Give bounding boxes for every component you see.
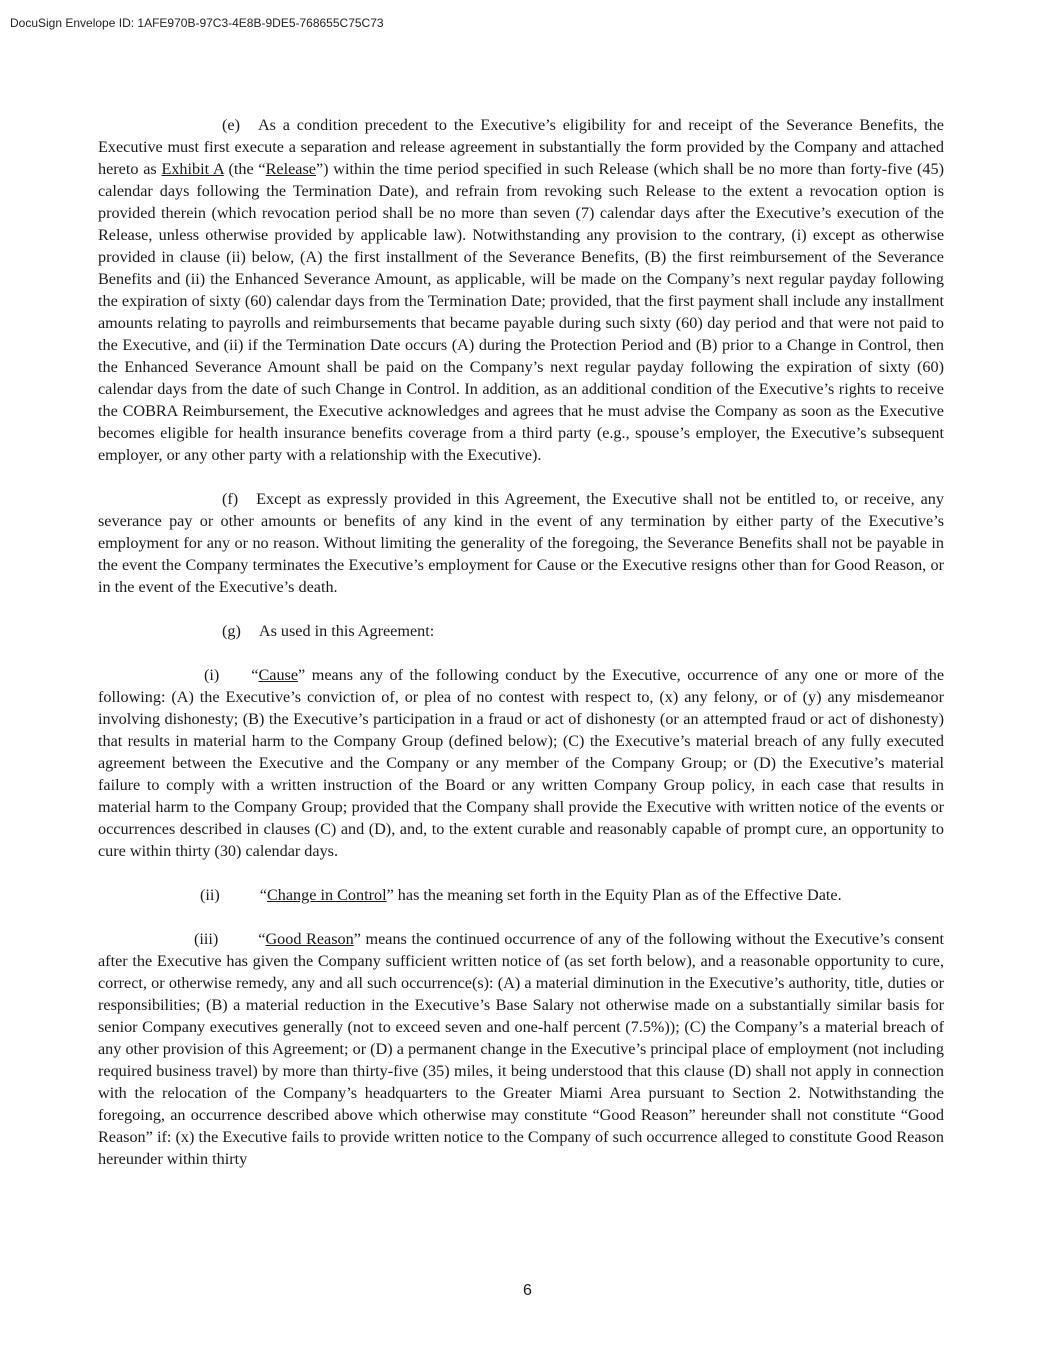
paragraph-text: ” has the meaning set forth in the Equity Plan as of the Effective Date. xyxy=(386,886,842,904)
paragraph-g xyxy=(98,620,944,642)
paragraph-text: As a condition precedent to the Executive’s eligibility for and receipt of the Severance Benefits, the Executive must first execute a separation and release agreement in substantially the form provided by the Company and attached hereto as xyxy=(98,116,944,178)
paragraph-ii-change-in-control xyxy=(98,884,944,906)
docusign-envelope-id: DocuSign Envelope ID: 1AFE970B-97C3-4E8B-9DE5-768655C75C73 xyxy=(10,16,384,30)
quote-open: “ xyxy=(258,930,266,948)
page-number: 6 xyxy=(523,1282,532,1299)
paragraph-text: ” means the continued occurrence of any of the following without the Executive’s consent after the Executive has given the Company sufficient written notice of (as set forth below), and a reasonable opportunity to cure, correct, or otherwise remedy, any and all such occurrence(s): (A) a material diminution in the Executive’s authority, title, duties or responsibilities; (B) a material reduction in the Executive’s Base Salary not otherwise made on a substantially similar basis for senior Company executives generally (not to exceed seven and one-half percent (7.5%)); (C) the Company’s a material breach of any other provision of this Agreement; or (D) a permanent change in the Executive’s principal place of employment (not including required business travel) by more than thirty-five (35) miles, it being understood that this clause (D) shall not apply in connection with the relocation of the Company’s headquarters to the Greater Miami Area pursuant to Section 2. Notwithstanding the foregoing, an occurrence described above which otherwise may constitute “Good Reason” hereunder shall not constitute “Good Reason” if: (x) the Executive fails to provide written notice to the Company of such occurrence alleged to constitute Good Reason hereunder within thirty xyxy=(98,930,944,1168)
paragraph-iii-good-reason xyxy=(98,928,944,1170)
paragraph-text: (the “ xyxy=(223,160,266,178)
defined-term-exhibit-a: Exhibit A xyxy=(161,160,224,178)
paragraph-text: ”) within the time period specified in such Release (which shall be no more than forty-five (45) calendar days following the Termination Date), and refrain from revoking such Release to the extent a revocation option is provided therein (which revocation period shall be no more than seven (7) calendar days after the Executive’s execution of the Release, unless otherwise provided by applicable law). Notwithstanding any provision to the contrary, (i) except as otherwise provided in clause (ii) below, (A) the first installment of the Severance Benefits, (B) the first reimbursement of the Severance Benefits and (ii) the Enhanced Severance Amount, as applicable, will be made on the Company’s next regular payday following the expiration of sixty (60) calendar days from the Termination Date; provided, that the first payment shall include any installment amounts relating to payrolls and reimbursements that became payable during such sixty (60) day period and that were not paid to the Executive, and (ii) if the Termination Date occurs (A) during the Protection Period and (B) prior to a Change in Control, then the Enhanced Severance Amount shall be paid on the Company’s next regular payday following the expiration of sixty (60) calendar days from the date of such Change in Control. In addition, as an additional condition of the Executive’s rights to receive the COBRA Reimbursement, the Executive acknowledges and agrees that he must advise the Company as soon as the Executive becomes eligible for health insurance benefits coverage from a third party (e.g., spouse’s employer, the Executive’s subsequent employer, or any other party with a relationship with the Executive). xyxy=(98,160,944,464)
paragraph-i-cause xyxy=(98,664,944,862)
paragraph-e xyxy=(98,114,944,466)
defined-term-good-reason: Good Reason xyxy=(265,930,354,948)
paragraph-label: (e) xyxy=(222,116,240,134)
paragraph-text: ” means any of the following conduct by the Executive, occurrence of any one or more of the following: (A) the Executive’s conviction of, or plea of no contest with respect to, (x) any felony, or of (y) any misdemeanor involving dishonesty; (B) the Executive’s participation in a fraud or act of dishonesty (or an attempted fraud or act of dishonesty) that results in material harm to the Company Group (defined below); (C) the Executive’s material breach of any fully executed agreement between the Executive and the Company or any member of the Company Group; or (D) the Executive’s material failure to comply with a written instruction of the Board or any written Company Group policy, in each case that results in material harm to the Company Group; provided that the Company shall provide the Executive with written notice of the events or occurrences described in clauses (C) and (D), and, to the extent curable and reasonably capable of prompt cure, an opportunity to cure within thirty (30) calendar days. xyxy=(98,666,944,860)
quote-open: “ xyxy=(251,666,259,684)
paragraph-f xyxy=(98,488,944,598)
quote-open: “ xyxy=(259,886,267,904)
defined-term-change-in-control: Change in Control xyxy=(266,886,387,904)
paragraph-label: (ii) xyxy=(200,886,220,904)
document-body xyxy=(98,114,944,1192)
paragraph-label: (f) xyxy=(222,490,239,508)
paragraph-text: Except as expressly provided in this Agreement, the Executive shall not be entitled to, or receive, any severance pay or other amounts or benefits of any kind in the event of any termination by either party of the Executive’s employment for any or no reason. Without limiting the generality of the foregoing, the Severance Benefits shall not be payable in the event the Company terminates the Executive’s employment for Cause or the Executive resigns other than for Good Reason, or in the event of the Executive’s death. xyxy=(98,490,944,596)
paragraph-label: (i) xyxy=(204,666,220,684)
paragraph-label: (g) xyxy=(222,622,241,640)
defined-term-cause: Cause xyxy=(258,666,299,684)
paragraph-text: As used in this Agreement: xyxy=(258,622,435,640)
paragraph-label: (iii) xyxy=(194,930,219,948)
defined-term-release: Release xyxy=(265,160,316,178)
